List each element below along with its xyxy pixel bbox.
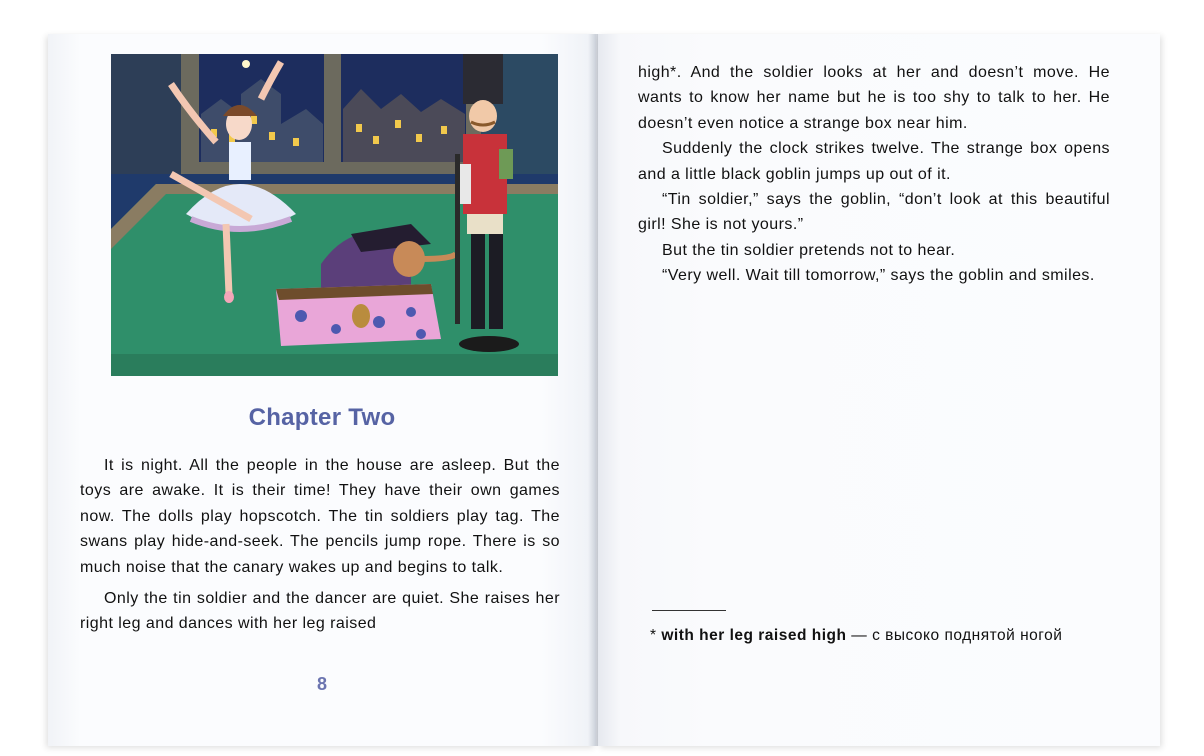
footnote-marker: * <box>650 627 662 644</box>
story-illustration <box>111 54 558 376</box>
left-body-text <box>80 453 560 637</box>
chapter-title: Chapter Two <box>248 404 396 431</box>
footnote-translation: — с высоко поднятой ногой <box>846 627 1063 644</box>
left-page <box>48 34 596 746</box>
paragraph: “Tin soldier,” says the goblin, “don’t look at this beautiful girl! She is not yours.” <box>638 191 1110 234</box>
paragraph: Suddenly the clock strikes twelve. The strange box opens and a little black goblin jumps up out of it. <box>638 140 1110 183</box>
right-page <box>598 34 1160 746</box>
paragraph: Only the tin soldier and the dancer are quiet. She raises her right leg and dances with her leg raised <box>80 590 560 633</box>
right-body-text <box>638 60 1110 289</box>
paragraph: high*. And the soldier looks at her and doesn’t move. He wants to know her name but he is too shy to talk to her. He doesn’t even notice a strange box near him. <box>638 64 1110 132</box>
paragraph: “Very well. Wait till tomorrow,” says the goblin and smiles. <box>662 267 1095 285</box>
open-book <box>48 34 1160 746</box>
footnote-term: with her leg raised high <box>661 627 847 644</box>
footnote <box>650 624 1120 648</box>
footnote-divider <box>652 610 726 611</box>
paragraph: But the tin soldier pretends not to hear. <box>662 241 956 259</box>
page-number: 8 <box>316 674 327 694</box>
paragraph: It is night. All the people in the house are asleep. But the toys are awake. It is their time! They have their own games now. The dolls play hopscotch. The tin soldiers play tag. The swans play hide-and-seek. The pencils jump rope. There is so much noise that the canary wakes up and begins to talk. <box>80 457 560 576</box>
